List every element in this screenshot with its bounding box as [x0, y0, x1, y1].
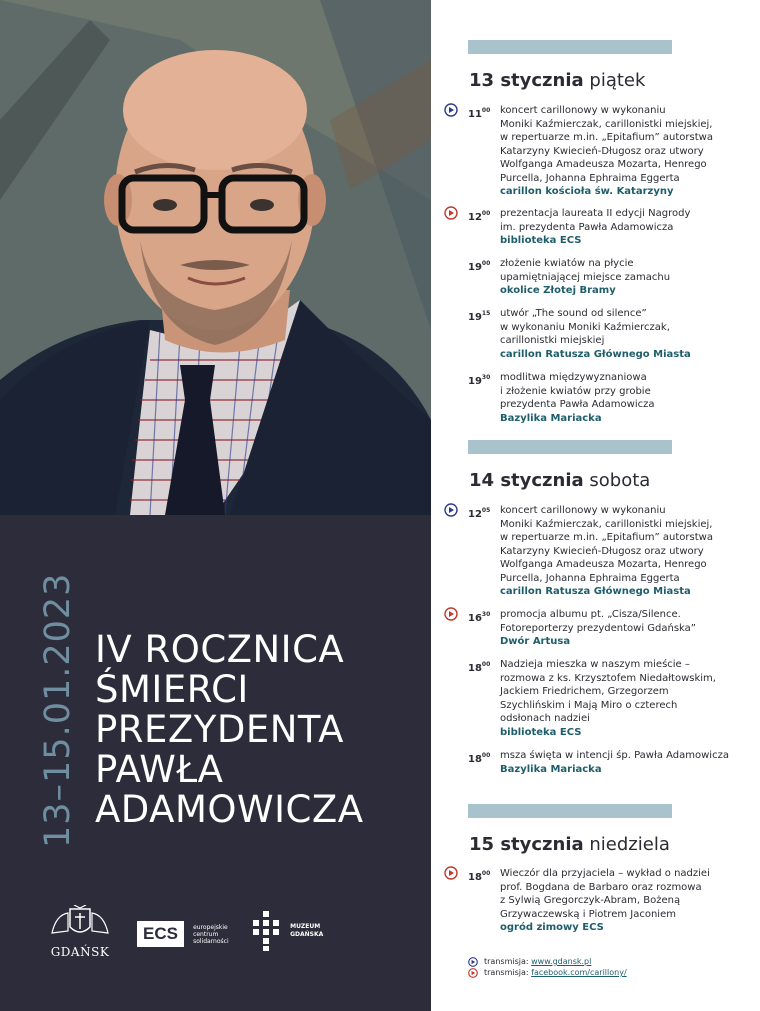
title-line: ŚMIERCI: [95, 668, 249, 711]
event-description: [500, 749, 750, 776]
event-minutes: 00: [481, 260, 491, 267]
event-hour: 11: [468, 109, 482, 120]
ecs-subtitle-line: europejskie: [193, 923, 228, 931]
event-minutes: 00: [481, 661, 491, 668]
event-hour: 19: [468, 262, 482, 273]
event-line: upamiętniającej miejsce zamachu: [500, 271, 671, 283]
day-heading: [469, 470, 650, 491]
event-line: carillonistki miejskiej: [500, 335, 605, 346]
event-line: złożenie kwiatów na płycie: [500, 258, 634, 269]
event-hour: 18: [468, 663, 482, 674]
event-hour: 18: [468, 872, 482, 883]
day-accent-bar: [468, 440, 672, 454]
event-place: biblioteka ECS: [500, 235, 582, 246]
event-line: Moniki Kaźmierczak, carillonistki miejskiej,: [500, 518, 713, 530]
event-place: Dwór Artusa: [500, 636, 571, 647]
event-time: [468, 257, 490, 275]
event-place: biblioteka ECS: [500, 726, 582, 738]
event-line: Wieczór dla przyjaciela – wykład o nadziei: [500, 868, 710, 879]
event-line: Wolfganga Amadeusza Mozarta, Henrego: [500, 159, 707, 170]
event-minutes: 30: [481, 611, 491, 618]
event-time: [468, 504, 490, 522]
event-line: Fotoreporterzy prezydentowi Gdańska”: [500, 622, 696, 634]
ecs-subtitle-line: centrum: [193, 930, 219, 938]
event-description: [500, 104, 750, 199]
event-line: koncert carillonowy w wykonaniu: [500, 105, 666, 116]
title-line: ADAMOWICZA: [95, 788, 364, 831]
title-line: IV ROCZNICA: [95, 628, 345, 671]
event-hour: 16: [468, 613, 482, 624]
event-line: rozmowa z ks. Krzysztofem Niedałtowskim,: [500, 672, 716, 684]
event-place: ogród zimowy ECS: [500, 922, 604, 933]
event-date-range: 13–15.01.2023: [38, 572, 78, 848]
transmission-row: [468, 967, 627, 978]
event-line: promocja albumu pt. „Cisza/Silence.: [500, 609, 681, 620]
event-place: carillon kościoła św. Katarzyny: [500, 186, 674, 197]
museum-logo-line: GDAŃSKA: [290, 931, 324, 938]
ecs-subtitle-line: solidarności: [193, 937, 229, 945]
day-accent-bar: [468, 804, 672, 818]
play-icon: [444, 503, 458, 517]
event-minutes: 00: [481, 107, 491, 114]
event-hour: 18: [468, 754, 482, 765]
event-line: Moniki Kaźmierczak, carillonistki miejskiej,: [500, 118, 713, 130]
event-minutes: 05: [481, 507, 491, 514]
event-line: Katarzyny Kwiecień-Długosz oraz utwory: [500, 145, 704, 157]
day-date: 15 stycznia: [469, 834, 584, 855]
poster-title: [95, 630, 425, 830]
event-place: carillon Ratusza Głównego Miasta: [500, 348, 691, 360]
event-line: modlitwa międzywyznaniowa: [500, 372, 647, 383]
event-line: Purcella, Johanna Ephraima Eggerta: [500, 172, 680, 184]
event-hour: 19: [468, 312, 482, 323]
event-line: w repertuarze m.in. „Epitafium” autorstwa: [500, 532, 713, 543]
event-line: msza święta w intencji śp. Pawła Adamowicza: [500, 750, 729, 761]
day-accent-bar: [468, 40, 672, 54]
event-line: w repertuarze m.in. „Epitafium” autorstwa: [500, 132, 713, 143]
sponsor-logos: [40, 905, 370, 965]
day-date: 14 stycznia: [469, 470, 584, 491]
play-icon: [444, 103, 458, 117]
gdansk-logo-text: GDAŃSK: [50, 945, 110, 959]
ecs-subtitle: [193, 924, 229, 945]
title-line: PREZYDENTA: [95, 708, 344, 751]
event-place: okolice Złotej Bramy: [500, 285, 616, 296]
event-place: Bazylika Mariacka: [500, 763, 602, 775]
event-line: Nadzieja mieszka w naszym mieście –: [500, 659, 690, 670]
museum-logo: [253, 911, 323, 951]
event-minutes: 15: [481, 310, 491, 317]
day-weekday: piątek: [589, 70, 646, 91]
event-description: [500, 867, 750, 935]
museum-cross-icon: [253, 911, 279, 951]
event-line: Grzywaczewską i Piotrem Jaconiem: [500, 908, 676, 920]
event-line: z Sylwią Gregorczyk-Abram, Bożeną: [500, 895, 681, 906]
event-line: Katarzyny Kwiecień-Długosz oraz utwory: [500, 545, 704, 557]
event-time: [468, 307, 490, 325]
event-line: prezentacja laureata II edycji Nagrody: [500, 208, 691, 219]
event-hour: 12: [468, 509, 482, 520]
transmission-link[interactable]: facebook.com/carillony/: [531, 968, 627, 977]
transmission-label: transmisja:: [484, 968, 529, 977]
event-description: [500, 371, 750, 425]
play-icon-red: [468, 968, 478, 978]
play-icon-red: [444, 866, 458, 880]
event-line: Purcella, Johanna Ephraima Eggerta: [500, 572, 680, 584]
coat-of-arms-icon: [48, 905, 112, 939]
event-line: Wolfganga Amadeusza Mozarta, Henrego: [500, 559, 707, 570]
event-time: [468, 608, 490, 626]
event-description: [500, 257, 750, 298]
event-hour: 12: [468, 212, 482, 223]
event-description: [500, 504, 750, 599]
event-line: prezydenta Pawła Adamowicza: [500, 399, 655, 410]
event-minutes: 30: [481, 374, 491, 381]
ecs-logo: [137, 921, 229, 947]
event-hour: 19: [468, 376, 482, 387]
event-description: [500, 658, 750, 739]
event-place: carillon Ratusza Głównego Miasta: [500, 586, 691, 597]
play-icon-red: [444, 607, 458, 621]
transmission-info: [468, 956, 627, 978]
portrait-illustration: [0, 0, 431, 515]
event-description: [500, 307, 750, 361]
event-line: im. prezydenta Pawła Adamowicza: [500, 221, 674, 233]
event-minutes: 00: [481, 752, 491, 759]
event-time: [468, 658, 490, 676]
museum-logo-line: MUZEUM: [290, 923, 321, 930]
event-line: prof. Bogdana de Barbaro oraz rozmowa: [500, 881, 702, 893]
day-weekday: niedziela: [589, 834, 670, 855]
museum-logo-text: [290, 923, 323, 939]
event-description: [500, 608, 750, 649]
event-line: Szychlińskim i Mają Miro o czterech: [500, 699, 678, 711]
day-date: 13 stycznia: [469, 70, 584, 91]
transmission-label: transmisja:: [484, 957, 529, 966]
event-line: odsłonach nadziei: [500, 713, 590, 724]
event-line: utwór „The sound od silence”: [500, 308, 647, 319]
transmission-row: [468, 956, 627, 967]
event-place: Bazylika Mariacka: [500, 412, 602, 424]
event-minutes: 00: [481, 210, 491, 217]
day-heading: [469, 70, 645, 91]
event-line: koncert carillonowy w wykonaniu: [500, 505, 666, 516]
event-line: w wykonaniu Moniki Kaźmierczak,: [500, 321, 670, 333]
event-line: i złożenie kwiatów przy grobie: [500, 385, 651, 397]
title-line: PAWŁA: [95, 748, 224, 791]
gdansk-logo: [45, 905, 115, 959]
event-time: [468, 371, 490, 389]
transmission-link[interactable]: www.gdansk.pl: [531, 957, 592, 966]
portrait-photo: [0, 0, 431, 515]
event-time: [468, 104, 490, 122]
event-time: [468, 867, 490, 885]
play-icon-red: [444, 206, 458, 220]
event-minutes: 00: [481, 870, 491, 877]
play-icon: [468, 957, 478, 967]
event-time: [468, 207, 490, 225]
event-description: [500, 207, 750, 248]
day-weekday: sobota: [589, 470, 651, 491]
event-line: Jackiem Friedrichem, Grzegorzem: [500, 686, 669, 697]
ecs-mark: ECS: [137, 921, 184, 947]
event-time: [468, 749, 490, 767]
day-heading: [469, 834, 670, 855]
